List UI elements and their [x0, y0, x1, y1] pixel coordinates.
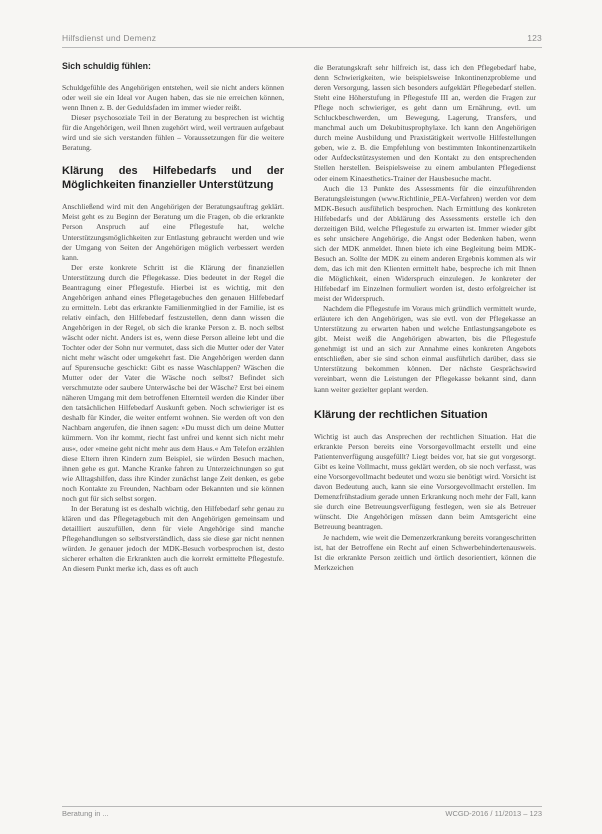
running-head-title: Hilfsdienst und Demenz: [62, 33, 157, 43]
paragraph: Wichtig ist auch das Ansprechen der rechtlichen Situation. Hat die erkrankte Person bereits eine Vorsorgevollmacht erstellt und eine Patientenverfügung ausgefüllt? Liegt beides vor, hat sie gut vorgesorgt. Gibt es keine Vollmacht, muss geklärt werden, ob sie noch verfasst, was eine Vorsorgevollmacht bedeutet und wozu sie benötigt wird. Vorsicht ist davon Bedeutung auch, kann sie eine Vorsorgevollmacht erstellen. Im Demenzfrühstadium gerade unnen Erkrankung noch mehr der Fall, kann sie durch eine Betreuungsverfügung festlegen, wen sie als Betreuer wünscht. Die Angehörigen müssen dann beim Amtsgericht eine Betreuung beantragen.: [314, 432, 536, 532]
paragraph: Auch die 13 Punkte des Assessments für die einzuführenden Beratungsleistungen (www.Richtlinie_PEA-Verfahren) werden vor dem MDK-Besuch ausführlich besprochen. Nach Ermittlung des konkreten Hilfebedarfs und der Abklärung des Assessments erstelle ich den derzeitigen Bild, welche Pflegestufe zu erwarten ist. Immer wieder gibt es sehr unsichere Angehörige, die Angst oder Bedenken haben, wenn sich der MDK anmeldet. Ihnen biete ich eine Begleitung beim MDK-Besuch an. Sollte der MDK zu einem anderen Ergebnis kommen als wir dem, das ich mit den Klienten ermittelt habe, bespreche ich mit Ihnen die Möglichkeit, einen Widerspruch einzulegen. Je konkreter der Hilfebedarf im Einzelnen formuliert worden ist, desto erfolgreicher ist meist der Widerspruch.: [314, 183, 536, 304]
paragraph: In der Beratung ist es deshalb wichtig, den Hilfebedarf sehr genau zu klären und das Pflegetagebuch mit den Angehörigen gemeinsam und detailliert auszufüllen, denn für viele Angehörige sind manche Pflegehandlungen so selbstverständlich, dass sie diese gar nicht nennen würden. Je genauer jedoch der MDK-Besuch vorbesprochen ist, desto sicherer erhalten die Erkrankten auch die korrekt ermittelte Pflegestufe. An diesem Punkt merke ich, dass es oft auch: [62, 503, 284, 574]
paragraph: Dieser psychosoziale Teil in der Beratung zu besprechen ist wichtig für die Angehörigen, weil Ihnen zugehört wird, weil vertrauen aufgebaut wird und sie sich verstanden fühlen – Voraussetzungen für die weitere Beratung.: [62, 113, 284, 153]
section-heading-rechtlich: Klärung der rechtlichen Situation: [314, 408, 488, 421]
subheading-schuldig: Sich schuldig fühlen:: [62, 61, 151, 71]
paragraph: Anschließend wird mit den Angehörigen der Beratungsauftrag geklärt. Meist geht es zu Beginn der Beratung um die Fragen, ob die erkrankte Person Anspruch auf eine Pflegestufe hat, welche Unterstützungsmöglichkeiten zur Entlastung gebraucht werden und wie der Umgang von Seiten der Angehörigen möglich verbessert werden kann.: [62, 202, 284, 262]
section-heading-hilfebedarf: Klärung des Hilfebedarfs und der Möglichkeiten finanzieller Unterstützung: [62, 165, 284, 191]
paragraph: Der erste konkrete Schritt ist die Klärung der finanziellen Unterstützung durch die Pflegekasse. Dies bedeutet in der Regel die Beantragung einer Pflegestufe. Hierbei ist es wichtig, mit den Angehörigen anhand eines Pflegetagebuches den genauen Hilfebedarf zu ermitteln. Lebt das erkrankte Familienmitglied in der Familie, ist es relativ einfach, den Hilfebedarf festzustellen, denn dann wissen die Angehörigen in der Regel, ob sich die kranke Person z. B. noch selbst wäscht oder nicht. Anders ist es, wenn diese Person alleine lebt und die Tochter oder der Sohn nur vermutet, dass sich die Mutter oder der Vater nicht mehr wäscht oder umgekehrt fast. Die Angehörigen werden dann auf Spurensuche geschickt: Gibt es nasse Waschlappen? Wäschen die Mutter oder der Vater die Wäsche noch selbst? Befindet sich verschmutzte oder saubere Unterwäsche bei der Wäsche? Erst bei einem näheren Umgang mit dem betroffenen Elternteil werden die Kinder über den tatsächlichen Hilfebedarf Auskunft geben. Noch schwieriger ist es deshalb für Kinder, die weiter entfernt wohnen. Sie werden oft von den Nachbarn angerufen, die ihnen sagen: »Du musst dich um deine Mutter kümmern. Von ihr kommt, riecht fast unfrei und kennt sich nicht mehr aus«, oder »meine geht nicht mehr aus dem Haus.« Am Telefon erzählen diese Eltern ihren Kindern zum Beispiel, sie würden Besuch machen, ihnen gehe es gut. Manche Kranke fahren zu Unterzeichnungen so gut wie Alltagshilfen, dass ihre Kinder zunächst lange Zeit denken, es gebe noch Kontakte zu Freunden, Nachbarn oder Bekannten und sie können noch gut für sich selbst sorgen.: [62, 262, 284, 503]
paragraph: Je nachdem, wie weit die Demenzerkrankung bereits vorangeschritten ist, hat der Betroffene ein Recht auf einen Schwerbehindertenausweis. Ist die erkrankte Person zeitlich und örtlich desorientiert, können die Merkzeichen: [314, 532, 536, 572]
paragraph: die Beratungskraft sehr hilfreich ist, dass ich den Pflegebedarf habe, denn Schwierigkeiten, wie beispielsweise Inkontinenzprobleme und deren Versorgung, lassen sich besonders aufgeklärt Pflegebedarf stellen. Steht eine Höherstufung in Pflegestufe III an, werden die Fragen zur Pflege noch schwieriger, es geht dann um Ernährung, evtl. um Schluckbeschwerden, um Bewegung, Lagerung, Transfers, und manchmal auch um Dekubitusprophylaxe. Ich kann den Angehörigen durch meine Ausbildung und Praxistätigkeit wertvolle Hilfestellungen geben, wie z. B. die Empfehlung von bestimmten Inkontinenzartikeln oder Aufdeckstützsystemen und den Kontakt zu den entsprechenden Stellen herstellen. Beispielsweise zu einem ambulanten Pflegedienst oder einem Kinaesthetics-Trainer der Hausbesuche macht.: [314, 63, 536, 183]
running-head: [62, 33, 542, 47]
footer-rule: [62, 806, 542, 807]
footer-left: Beratung in ...: [62, 809, 109, 818]
column-right: [314, 63, 536, 805]
paragraph: Schuldgefühle des Angehörigen entstehen, weil sie nicht anders können oder weil sie ein Ideal vor Augen haben, das sie nie erreichen können, wenn Ihnen z. B. der Geduldsfaden im immer wieder reißt.: [62, 83, 284, 113]
paragraph: Nachdem die Pflegestufe im Voraus mich gründlich vermittelt wurde, erläutere ich den Angehörigen, was sie evtl. von der Pflegekasse an Unterstützung zu erwarten haben und welche Entlastungsangebote es gibt. Meist weiß die Angehörigen abwarten, bis die Pflegestufe genehmigt ist und an sich zur Annahme eines konkreten Angebots entschließen, aber sie sind schon einmal ausführlich darüber, dass sie Unterstützung bekommen können. Der nächste Gesprächswird vereinbart, wenn die Leistungen der Pflegekasse bekannt sind, dann kann weiter gezielter geplant werden.: [314, 304, 536, 394]
column-left: [62, 61, 284, 803]
header-rule: [62, 47, 542, 48]
footer: [62, 809, 542, 821]
page-number: 123: [527, 33, 542, 43]
footer-right: WCGD-2016 / 11/2013 – 123: [445, 809, 542, 818]
